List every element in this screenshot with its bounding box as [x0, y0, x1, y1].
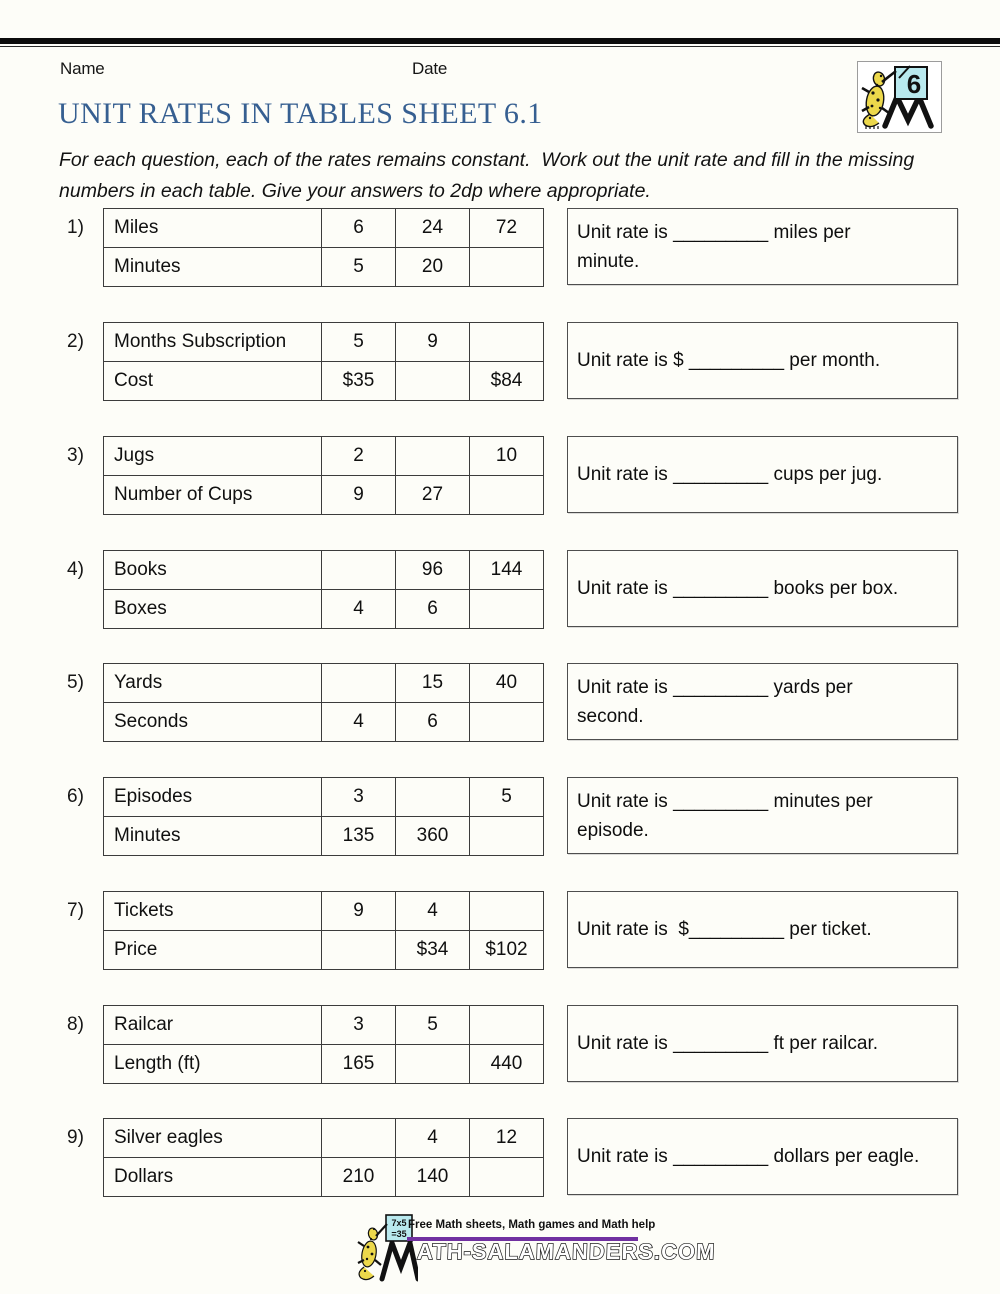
row-label: Jugs	[104, 437, 322, 476]
row-label: Tickets	[104, 892, 322, 931]
table-row	[104, 931, 544, 970]
row-label: Cost	[104, 362, 322, 401]
value-cell: 9	[396, 323, 470, 362]
question-number: 5)	[67, 672, 84, 693]
value-cell: 165	[322, 1045, 396, 1084]
value-cell: 9	[322, 892, 396, 931]
rate-table	[103, 1005, 544, 1084]
value-cell	[396, 778, 470, 817]
value-cell	[470, 590, 544, 629]
value-cell: 5	[396, 1006, 470, 1045]
unit-rate-prompt-box	[567, 1005, 958, 1082]
date-label: Date	[412, 59, 448, 78]
value-cell: 210	[322, 1158, 396, 1197]
value-cell: 9	[322, 476, 396, 515]
value-cell: 5	[470, 778, 544, 817]
unit-rate-prompt-box	[567, 208, 958, 285]
value-cell	[322, 664, 396, 703]
unit-rate-prompt-line: Unit rate is _________ books per box.	[577, 578, 899, 599]
unit-rate-prompt-line: Unit rate is $_________ per ticket.	[577, 919, 872, 940]
value-cell: 96	[396, 551, 470, 590]
row-label: Miles	[104, 209, 322, 248]
value-cell	[322, 1119, 396, 1158]
table-row	[104, 248, 544, 287]
value-cell: 3	[322, 1006, 396, 1045]
value-cell	[470, 1006, 544, 1045]
value-cell: 4	[396, 1119, 470, 1158]
table-row	[104, 1119, 544, 1158]
question-number: 7)	[67, 900, 84, 921]
rate-table	[103, 663, 544, 742]
footer-board-line2: =35	[391, 1229, 407, 1239]
value-cell	[322, 551, 396, 590]
question-block	[0, 550, 1000, 630]
row-label: Length (ft)	[104, 1045, 322, 1084]
unit-rate-prompt-line: Unit rate is _________ yards per	[577, 676, 853, 698]
question-block	[0, 1005, 1000, 1085]
row-label: Number of Cups	[104, 476, 322, 515]
unit-rate-prompt-box	[567, 550, 958, 627]
value-cell: 5	[322, 323, 396, 362]
value-cell: 4	[396, 892, 470, 931]
row-label: Dollars	[104, 1158, 322, 1197]
question-block	[0, 1118, 1000, 1198]
unit-rate-prompt-box	[567, 777, 958, 854]
question-number: 1)	[67, 217, 84, 238]
row-label: Railcar	[104, 1006, 322, 1045]
value-cell	[396, 1045, 470, 1084]
question-block	[0, 436, 1000, 516]
name-label: Name	[60, 59, 105, 78]
rate-table	[103, 891, 544, 970]
table-row	[104, 1006, 544, 1045]
table-row	[104, 1045, 544, 1084]
value-cell: 6	[396, 590, 470, 629]
table-row	[104, 323, 544, 362]
question-block	[0, 663, 1000, 743]
unit-rate-prompt-line: second.	[577, 705, 644, 727]
value-cell: $34	[396, 931, 470, 970]
value-cell: 40	[470, 664, 544, 703]
top-border-bar	[0, 38, 1000, 44]
value-cell	[470, 892, 544, 931]
value-cell: 10	[470, 437, 544, 476]
row-label: Yards	[104, 664, 322, 703]
value-cell	[470, 248, 544, 287]
value-cell	[396, 362, 470, 401]
rate-table	[103, 322, 544, 401]
question-number: 6)	[67, 786, 84, 807]
value-cell: 144	[470, 551, 544, 590]
row-label: Seconds	[104, 703, 322, 742]
rate-table	[103, 208, 544, 287]
row-label: Episodes	[104, 778, 322, 817]
table-row	[104, 437, 544, 476]
value-cell: $84	[470, 362, 544, 401]
question-number: 4)	[67, 559, 84, 580]
value-cell	[396, 437, 470, 476]
value-cell: 2	[322, 437, 396, 476]
page-title: UNIT RATES IN TABLES SHEET 6.1	[58, 97, 543, 130]
value-cell	[470, 476, 544, 515]
table-row	[104, 476, 544, 515]
unit-rate-prompt-line: Unit rate is _________ miles per	[577, 221, 851, 243]
value-cell: 360	[396, 817, 470, 856]
question-block	[0, 322, 1000, 402]
table-row	[104, 551, 544, 590]
footer-logo	[356, 1211, 716, 1293]
table-row	[104, 209, 544, 248]
table-row	[104, 362, 544, 401]
unit-rate-prompt-box	[567, 322, 958, 399]
value-cell	[470, 1158, 544, 1197]
unit-rate-prompt-line: episode.	[577, 819, 649, 841]
rate-table	[103, 777, 544, 856]
value-cell: $35	[322, 362, 396, 401]
unit-rate-prompt-box	[567, 436, 958, 513]
unit-rate-prompt-line: minute.	[577, 250, 640, 272]
question-number: 3)	[67, 445, 84, 466]
table-row	[104, 703, 544, 742]
question-number: 2)	[67, 331, 84, 352]
value-cell: 72	[470, 209, 544, 248]
value-cell: 12	[470, 1119, 544, 1158]
rate-table	[103, 550, 544, 629]
value-cell: 5	[322, 248, 396, 287]
table-row	[104, 892, 544, 931]
value-cell: 135	[322, 817, 396, 856]
footer-board-line1: 7x5	[391, 1218, 407, 1228]
table-row	[104, 817, 544, 856]
question-number: 9)	[67, 1127, 84, 1148]
unit-rate-prompt-box	[567, 1118, 958, 1195]
unit-rate-prompt-box	[567, 891, 958, 968]
value-cell: 440	[470, 1045, 544, 1084]
value-cell: 24	[396, 209, 470, 248]
footer-tagline: Free Math sheets, Math games and Math help	[408, 1219, 656, 1231]
value-cell: 3	[322, 778, 396, 817]
row-label: Price	[104, 931, 322, 970]
value-cell	[470, 703, 544, 742]
salamander-easel-icon	[858, 62, 939, 130]
value-cell: 6	[396, 703, 470, 742]
value-cell: 4	[322, 703, 396, 742]
table-row	[104, 664, 544, 703]
question-number: 8)	[67, 1014, 84, 1035]
grade-logo-box	[857, 61, 942, 133]
unit-rate-prompt-line: Unit rate is _________ ft per railcar.	[577, 1033, 879, 1054]
row-label: Months Subscription	[104, 323, 322, 362]
unit-rate-prompt-line: Unit rate is _________ cups per jug.	[577, 464, 883, 485]
value-cell	[470, 323, 544, 362]
unit-rate-prompt-line: Unit rate is $ _________ per month.	[577, 350, 881, 371]
table-row	[104, 1158, 544, 1197]
instructions-text: For each question, each of the rates remains constant. Work out the unit rate and fill in the missing numbers in each table. Give your answers to 2dp where appropriate.	[59, 149, 920, 202]
unit-rate-prompt-line: Unit rate is _________ minutes per	[577, 790, 873, 812]
value-cell: 15	[396, 664, 470, 703]
row-label: Boxes	[104, 590, 322, 629]
value-cell: 4	[322, 590, 396, 629]
value-cell: 20	[396, 248, 470, 287]
value-cell	[322, 931, 396, 970]
question-block	[0, 891, 1000, 971]
row-label: Minutes	[104, 817, 322, 856]
question-block	[0, 208, 1000, 288]
unit-rate-prompt-line: Unit rate is _________ dollars per eagle.	[577, 1146, 920, 1167]
value-cell: $102	[470, 931, 544, 970]
logo-board-number: 6	[906, 69, 922, 99]
row-label: Minutes	[104, 248, 322, 287]
table-row	[104, 590, 544, 629]
value-cell	[470, 817, 544, 856]
table-row	[104, 778, 544, 817]
rate-table	[103, 436, 544, 515]
unit-rate-prompt-box	[567, 663, 958, 740]
row-label: Books	[104, 551, 322, 590]
top-border-line	[0, 46, 1000, 47]
value-cell: 27	[396, 476, 470, 515]
row-label: Silver eagles	[104, 1119, 322, 1158]
question-block	[0, 777, 1000, 857]
footer-site-text: ATH-SALAMANDERS.COM	[416, 1239, 716, 1264]
value-cell: 140	[396, 1158, 470, 1197]
value-cell: 6	[322, 209, 396, 248]
rate-table	[103, 1118, 544, 1197]
